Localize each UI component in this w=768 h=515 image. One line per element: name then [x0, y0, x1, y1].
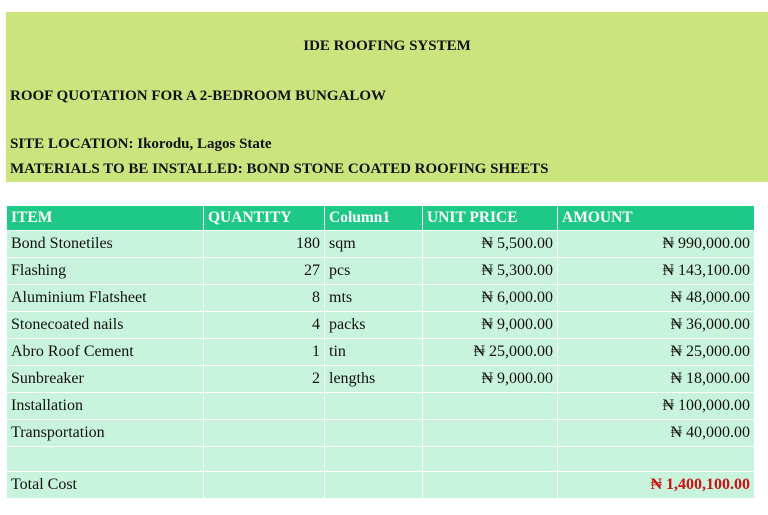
amount-cell[interactable]: ₦ 143,100.00	[558, 258, 755, 285]
table-row	[7, 420, 755, 447]
total-label[interactable]: Total Cost	[7, 472, 204, 499]
amount-cell[interactable]: ₦ 18,000.00	[558, 366, 755, 393]
unit-price-cell[interactable]	[423, 393, 558, 420]
materials-line: MATERIALS TO BE INSTALLED: BOND STONE COATED ROOFING SHEETS	[10, 161, 549, 177]
empty-cell[interactable]	[325, 447, 423, 472]
quantity-cell[interactable]	[204, 420, 325, 447]
empty-cell[interactable]	[7, 447, 204, 472]
empty-cell[interactable]	[204, 472, 325, 499]
empty-row	[7, 447, 755, 472]
unit-cell[interactable]: lengths	[325, 366, 423, 393]
header-quantity[interactable]: QUANTITY	[204, 206, 325, 231]
header-amount[interactable]: AMOUNT	[558, 206, 755, 231]
table-row	[7, 312, 755, 339]
unit-price-cell[interactable]: ₦ 6,000.00	[423, 285, 558, 312]
empty-cell[interactable]	[204, 447, 325, 472]
unit-price-cell[interactable]: ₦ 9,000.00	[423, 366, 558, 393]
unit-price-cell[interactable]	[423, 420, 558, 447]
quantity-cell[interactable]: 4	[204, 312, 325, 339]
quotation-header	[6, 12, 768, 182]
total-row	[7, 472, 755, 499]
amount-cell[interactable]: ₦ 100,000.00	[558, 393, 755, 420]
quantity-cell[interactable]: 180	[204, 231, 325, 258]
quotation-title: ROOF QUOTATION FOR A 2-BEDROOM BUNGALOW	[10, 88, 386, 104]
header-item[interactable]: ITEM	[7, 206, 204, 231]
item-cell[interactable]: Sunbreaker	[7, 366, 204, 393]
table-row	[7, 393, 755, 420]
amount-cell[interactable]: ₦ 40,000.00	[558, 420, 755, 447]
item-cell[interactable]: Abro Roof Cement	[7, 339, 204, 366]
table-row	[7, 231, 755, 258]
unit-cell[interactable]: sqm	[325, 231, 423, 258]
empty-cell[interactable]	[558, 447, 755, 472]
quantity-cell[interactable]: 1	[204, 339, 325, 366]
quantity-cell[interactable]: 8	[204, 285, 325, 312]
table-row	[7, 366, 755, 393]
item-cell[interactable]: Aluminium Flatsheet	[7, 285, 204, 312]
header-column1[interactable]: Column1	[325, 206, 423, 231]
unit-cell[interactable]: tin	[325, 339, 423, 366]
empty-cell[interactable]	[325, 472, 423, 499]
company-name: IDE ROOFING SYSTEM	[303, 38, 471, 54]
quantity-cell[interactable]	[204, 393, 325, 420]
amount-cell[interactable]: ₦ 48,000.00	[558, 285, 755, 312]
quantity-cell[interactable]: 27	[204, 258, 325, 285]
amount-cell[interactable]: ₦ 36,000.00	[558, 312, 755, 339]
item-cell[interactable]: Flashing	[7, 258, 204, 285]
unit-cell[interactable]: packs	[325, 312, 423, 339]
unit-cell[interactable]	[325, 420, 423, 447]
empty-cell[interactable]	[423, 447, 558, 472]
table-row	[7, 285, 755, 312]
item-cell[interactable]: Transportation	[7, 420, 204, 447]
site-location: SITE LOCATION: Ikorodu, Lagos State	[10, 136, 272, 152]
amount-cell[interactable]: ₦ 990,000.00	[558, 231, 755, 258]
quantity-cell[interactable]: 2	[204, 366, 325, 393]
unit-price-cell[interactable]: ₦ 5,500.00	[423, 231, 558, 258]
unit-cell[interactable]: mts	[325, 285, 423, 312]
item-cell[interactable]: Stonecoated nails	[7, 312, 204, 339]
unit-price-cell[interactable]: ₦ 25,000.00	[423, 339, 558, 366]
amount-cell[interactable]: ₦ 25,000.00	[558, 339, 755, 366]
table-row	[7, 258, 755, 285]
unit-cell[interactable]	[325, 393, 423, 420]
unit-price-cell[interactable]: ₦ 9,000.00	[423, 312, 558, 339]
total-amount[interactable]: ₦ 1,400,100.00	[558, 472, 755, 499]
unit-price-cell[interactable]: ₦ 5,300.00	[423, 258, 558, 285]
item-cell[interactable]: Bond Stonetiles	[7, 231, 204, 258]
unit-cell[interactable]: pcs	[325, 258, 423, 285]
table-row	[7, 339, 755, 366]
empty-cell[interactable]	[423, 472, 558, 499]
item-cell[interactable]: Installation	[7, 393, 204, 420]
table-header-row	[7, 206, 755, 231]
header-unit-price[interactable]: UNIT PRICE	[423, 206, 558, 231]
quotation-table	[6, 205, 755, 499]
